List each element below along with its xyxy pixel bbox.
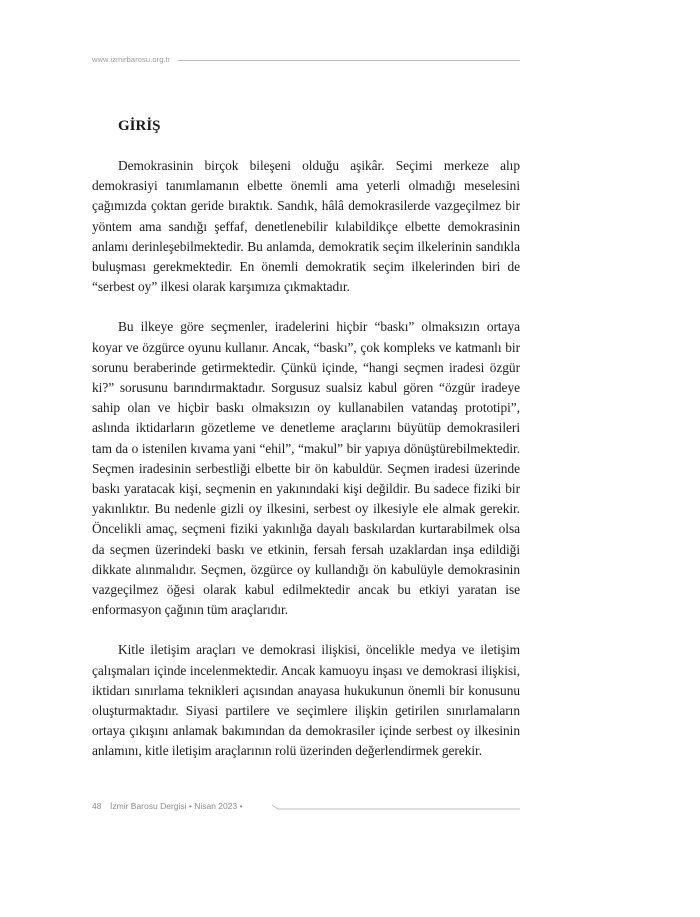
header-rule: [178, 60, 520, 61]
journal-info: İzmir Barosu Dergisi • Nisan 2023 •: [110, 801, 243, 811]
paragraph: Kitle iletişim araçları ve demokrasi ilişkisi, öncelikle medya ve iletişim çalışmaları içinde incelenmektedir. Ancak kamuoyu inşası ve demokrasi ilişkisi, iktidarı sınırlama teknikleri açısından anayasa hukukunun önemli bir konusunu oluşturmaktadır. Siyasi partilere ve seçimlere ilişkin getirilen sınırlamaların ortaya çıkışını anlamak bakımından da demokrasiler içinde serbest oy ilkesinin anlamını, kitle iletişim araçlarının rolü üzerinden değerlendirmek gerekir.: [92, 642, 520, 759]
page-number: 48: [92, 801, 102, 811]
header-url: www.izmirbarosu.org.tr: [92, 55, 171, 64]
paragraph: Bu ilkeye göre seçmenler, iradelerini hiçbir “baskı” olmaksızın ortaya koyar ve özgürce oyunu kullanır. Ancak, “baskı”, çok kompleks ve katmanlı bir sorunu beraberinde getirmektedir. Çünkü içinde, “hangi seçmen iradesi özgür ki?” sorusunu barındırmaktadır. Sorgusuz sualsiz kabul gören “özgür iradeye sahip olan ve hiçbir baskı olmaksızın oy kullanabilen vatandaş prototipi”, aslında iktidarların gözetleme ve denetleme araçlarını büyütüp demokrasileri tam da o istenilen kıvama yani “ehil”, “makul” bir yapıya dönüştürebilmektedir. Seçmen iradesinin serbestliği elbette bir ön kabuldür. Seçmen iradesi üzerinde baskı yaratacak kişi, seçmenin en yakınındaki kişi değildir. Bu sadece fiziki bir yakınlıktır. Bu nedenle gizli oy ilkesini, serbest oy ilkesiyle ele almak gerekir. Öncelikli amaç, seçmeni fiziki yakınlığa dayalı baskılardan kurtarabilmek olsa da seçmen üzerindeki baskı ve etkinin, fersah fersah uzaklardan inşa edildiği dikkate alınmalıdır. Seçmen, özgürce oy kullandığı ön kabulüyle demokrasinin vazgeçilmez öğesi olarak kabul edilmektedir ancak bu etkiyi yaratan ise enformasyon çağının tüm araçlarıdır.: [92, 319, 520, 618]
page-footer: [92, 801, 520, 813]
section-title: GİRİŞ: [118, 118, 161, 134]
paragraph: Demokrasinin birçok bileşeni olduğu aşikâr. Seçimi merkeze alıp demokrasiyi tanımlamanın elbette önemli ama yeterli olmadığı meselesini çağımızda çoktan geride bıraktık. Sandık, hâlâ demokrasilerde vazgeçilmez bir yöntem ama sandığı şeffaf, denetlenebilir kılabildikçe elbette demokrasinin anlamı derinleşebilmektedir. Bu anlamda, demokratik seçim ilkelerinin sandıkla buluşması gerekmektedir. En önemli demokratik seçim ilkelerinden biri de “serbest oy” ilkesi olarak karşımıza çıkmaktadır.: [92, 158, 520, 295]
body-text: [92, 156, 520, 762]
